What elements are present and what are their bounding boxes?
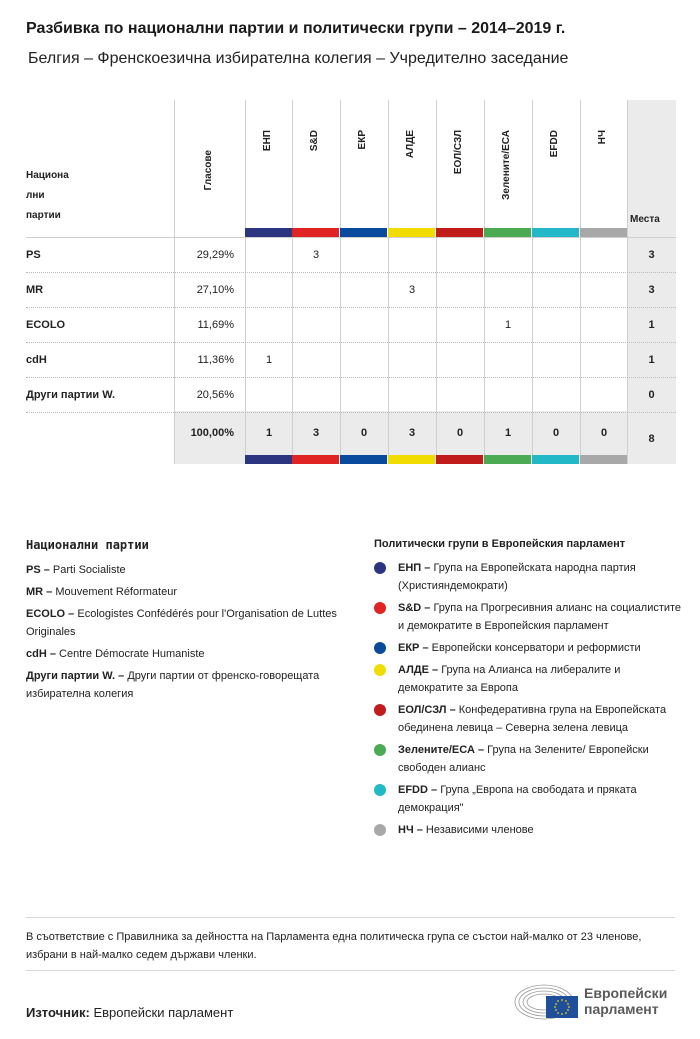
seat-cell bbox=[340, 238, 388, 273]
national-party-item bbox=[26, 561, 356, 579]
seat-cell bbox=[436, 238, 484, 273]
party-abbr: PS – bbox=[26, 564, 50, 576]
party-abbr: cdH – bbox=[26, 648, 56, 660]
group-item bbox=[374, 599, 684, 635]
group-fullname: Група „Европа на свободата и пряката демокрация" bbox=[398, 784, 637, 814]
national-party-item bbox=[26, 667, 356, 703]
group-abbr: Зелените/ЕСА – bbox=[398, 744, 485, 756]
party-abbr: MR – bbox=[26, 586, 53, 598]
seat-total: 1 bbox=[648, 354, 655, 366]
vote-share: 29,29% bbox=[196, 249, 234, 261]
seat-cell bbox=[580, 308, 628, 343]
seat-cell: 1 bbox=[504, 319, 512, 331]
party-fullname: Други партии от френско-говорещата избирателна колегия bbox=[26, 670, 320, 700]
group-header: ЕОЛ/СЗЛ bbox=[453, 130, 464, 175]
party-fullname: Mouvement Réformateur bbox=[55, 586, 178, 598]
group-fullname: Европейски консерватори и реформисти bbox=[431, 642, 641, 654]
group-item bbox=[374, 781, 684, 817]
party-fullname: Ecologistes Confédérés pour l'Organisation de Luttes Originales bbox=[26, 608, 337, 638]
seat-cell bbox=[532, 378, 580, 413]
seat-cell bbox=[245, 308, 293, 343]
group-header: АЛДЕ bbox=[405, 130, 416, 159]
party-header-line: партии bbox=[26, 210, 61, 221]
seat-cell bbox=[436, 273, 484, 308]
page-subtitle: Белгия – Френскоезична избирателна колегия – Учредително заседание bbox=[28, 50, 569, 67]
seat-cell bbox=[388, 343, 436, 378]
seat-cell bbox=[580, 343, 628, 378]
seat-cell bbox=[532, 238, 580, 273]
seat-total: 1 bbox=[648, 319, 655, 331]
table-row bbox=[26, 272, 676, 307]
footnote: В съответствие с Правилника за дейността на Парламента една политическа група се състои най-малко от 23 членове, избрани в най-малко седем държави членки. bbox=[26, 931, 642, 961]
group-abbr: НЧ – bbox=[398, 824, 423, 836]
group-color-bar bbox=[532, 455, 579, 464]
party-header-line: Национа bbox=[26, 170, 69, 181]
seat-cell bbox=[436, 378, 484, 413]
seat-total: 3 bbox=[648, 249, 655, 261]
group-color-bar bbox=[245, 455, 292, 464]
seat-cell bbox=[532, 308, 580, 343]
seat-cell bbox=[484, 273, 532, 308]
group-color-bar bbox=[532, 228, 579, 237]
seat-cell bbox=[484, 238, 532, 273]
group-header: НЧ bbox=[597, 130, 608, 145]
group-color-bar bbox=[388, 455, 435, 464]
national-parties-legend bbox=[26, 538, 356, 707]
seat-cell bbox=[245, 273, 293, 308]
party-abbr: Други партии W. – bbox=[26, 670, 125, 682]
source-label: Източник: bbox=[26, 1005, 90, 1020]
group-color-dot-icon bbox=[374, 784, 386, 796]
group-total: 0 bbox=[360, 427, 368, 439]
vote-share: 11,69% bbox=[197, 319, 234, 331]
group-fullname: Група на Европейската народна партия (Християндемократи) bbox=[398, 562, 636, 592]
logo-line: парламент bbox=[584, 1001, 659, 1017]
group-color-bar bbox=[292, 228, 339, 237]
group-color-bar bbox=[436, 228, 483, 237]
group-fullname: Конфедеративна група на Европейската обединена левица – Северна зелена левица bbox=[398, 704, 667, 734]
grand-total-seats: 8 bbox=[648, 433, 655, 445]
seat-cell bbox=[484, 378, 532, 413]
seat-cell bbox=[292, 308, 340, 343]
party-name: cdH bbox=[26, 354, 47, 366]
seat-cell bbox=[292, 378, 340, 413]
votes-header: Гласове bbox=[203, 150, 214, 191]
group-color-dot-icon bbox=[374, 602, 386, 614]
group-color-bar bbox=[340, 228, 387, 237]
national-party-item bbox=[26, 645, 356, 663]
table-row bbox=[26, 377, 676, 412]
group-total: 1 bbox=[265, 427, 273, 439]
group-color-bar bbox=[245, 228, 292, 237]
group-header: ЕНП bbox=[262, 130, 273, 152]
group-abbr: ЕНП – bbox=[398, 562, 431, 574]
group-header: Зелените/ЕСА bbox=[501, 130, 512, 200]
page-title: Разбивка по национални партии и политически групи – 2014–2019 г. bbox=[26, 20, 566, 37]
ep-logo bbox=[514, 982, 679, 1022]
total-votes: 100,00% bbox=[190, 427, 234, 439]
seat-total: 3 bbox=[648, 284, 655, 296]
party-header-line: лни bbox=[26, 190, 45, 201]
political-groups-legend bbox=[374, 538, 684, 843]
party-abbr: ECOLO – bbox=[26, 608, 75, 620]
group-color-bar bbox=[484, 455, 531, 464]
legend-heading: Политически групи в Европейския парламент bbox=[374, 538, 626, 550]
group-total: 3 bbox=[312, 427, 320, 439]
seat-cell: 3 bbox=[312, 249, 320, 261]
group-color-dot-icon bbox=[374, 562, 386, 574]
seat-cell bbox=[340, 273, 388, 308]
party-name: ECOLO bbox=[26, 319, 66, 331]
group-total: 0 bbox=[456, 427, 464, 439]
group-color-bar bbox=[484, 228, 531, 237]
group-abbr: ЕКР – bbox=[398, 642, 429, 654]
group-total: 0 bbox=[552, 427, 560, 439]
party-name: PS bbox=[26, 249, 41, 261]
party-column-header bbox=[26, 166, 69, 226]
seat-cell bbox=[388, 238, 436, 273]
seat-cell bbox=[388, 378, 436, 413]
logo-line: Европейски bbox=[584, 985, 668, 1001]
seat-cell: 3 bbox=[408, 284, 416, 296]
seat-cell bbox=[340, 378, 388, 413]
seat-cell bbox=[340, 343, 388, 378]
group-color-dot-icon bbox=[374, 642, 386, 654]
vote-share: 27,10% bbox=[196, 284, 234, 296]
group-color-bar bbox=[580, 228, 627, 237]
seat-cell bbox=[292, 273, 340, 308]
group-item bbox=[374, 661, 684, 697]
group-color-dot-icon bbox=[374, 704, 386, 716]
party-name: Други партии W. bbox=[26, 389, 116, 401]
seat-cell bbox=[292, 343, 340, 378]
table-row bbox=[26, 342, 676, 377]
source-line bbox=[26, 1005, 233, 1020]
group-abbr: ЕОЛ/СЗЛ – bbox=[398, 704, 456, 716]
logo-text bbox=[584, 985, 667, 1017]
seat-cell bbox=[388, 308, 436, 343]
table-row bbox=[26, 307, 676, 342]
group-total: 1 bbox=[504, 427, 512, 439]
group-abbr: S&D – bbox=[398, 602, 431, 614]
group-color-bar bbox=[580, 455, 627, 464]
group-total: 3 bbox=[408, 427, 416, 439]
seat-cell bbox=[245, 378, 293, 413]
seat-total: 0 bbox=[648, 389, 655, 401]
group-color-bar bbox=[340, 455, 387, 464]
national-party-item bbox=[26, 583, 356, 601]
seats-table bbox=[26, 100, 676, 464]
hemicycle-icon bbox=[514, 982, 580, 1022]
group-fullname: Група на Алианса на либералите и демократите за Европа bbox=[398, 664, 621, 694]
group-total: 0 bbox=[600, 427, 608, 439]
vote-share: 20,56% bbox=[196, 389, 234, 401]
divider bbox=[26, 970, 675, 971]
seat-cell bbox=[245, 238, 293, 273]
group-color-dot-icon bbox=[374, 744, 386, 756]
seat-cell bbox=[436, 343, 484, 378]
party-fullname: Centre Démocrate Humaniste bbox=[59, 648, 205, 660]
party-name: MR bbox=[26, 284, 44, 296]
seat-cell bbox=[580, 378, 628, 413]
group-fullname: Група на Зелените/ Европейски свободен алианс bbox=[398, 744, 649, 774]
group-header: ЕКР bbox=[357, 130, 368, 150]
seat-cell bbox=[532, 343, 580, 378]
group-abbr: АЛДЕ – bbox=[398, 664, 439, 676]
group-color-bar bbox=[292, 455, 339, 464]
group-color-bar bbox=[436, 455, 483, 464]
group-color-bar bbox=[388, 228, 435, 237]
source-value: Европейски парламент bbox=[93, 1005, 234, 1020]
vote-share: 11,36% bbox=[197, 354, 234, 366]
group-item bbox=[374, 701, 684, 737]
seat-cell bbox=[484, 343, 532, 378]
group-item bbox=[374, 741, 684, 777]
seat-cell: 1 bbox=[265, 354, 273, 366]
legend-heading: Национални партии bbox=[26, 538, 149, 552]
group-header: S&D bbox=[309, 130, 320, 152]
seat-cell bbox=[580, 273, 628, 308]
seat-cell bbox=[532, 273, 580, 308]
group-item bbox=[374, 821, 684, 839]
group-abbr: EFDD – bbox=[398, 784, 438, 796]
group-color-dot-icon bbox=[374, 824, 386, 836]
group-fullname: Група на Прогресивния алианс на социалистите и демократите в Европейския парламент bbox=[398, 602, 682, 632]
group-fullname: Независими членове bbox=[425, 824, 534, 836]
table-row bbox=[26, 237, 676, 272]
group-header: EFDD bbox=[549, 130, 560, 158]
seat-cell bbox=[340, 308, 388, 343]
party-fullname: Parti Socialiste bbox=[52, 564, 126, 576]
seat-cell bbox=[436, 308, 484, 343]
group-color-dot-icon bbox=[374, 664, 386, 676]
national-party-item bbox=[26, 605, 356, 641]
group-item bbox=[374, 559, 684, 595]
seat-cell bbox=[580, 238, 628, 273]
group-item bbox=[374, 639, 684, 657]
divider bbox=[26, 917, 675, 918]
seats-header: Места bbox=[630, 214, 660, 225]
totals-row bbox=[26, 412, 676, 452]
